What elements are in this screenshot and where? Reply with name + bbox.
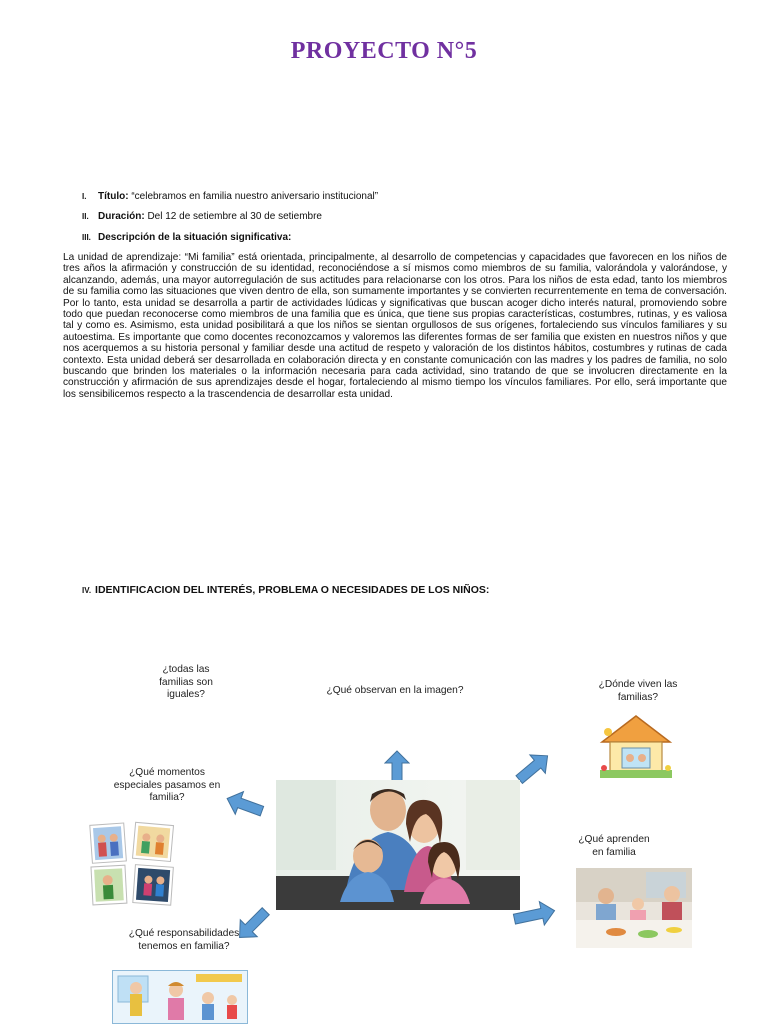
section-value: Del 12 de setiembre al 30 de setiembre bbox=[144, 211, 322, 222]
section-duration bbox=[82, 211, 322, 222]
section-label: Título: bbox=[98, 191, 129, 202]
section-number: II. bbox=[82, 212, 89, 221]
arrow-left-icon bbox=[224, 788, 266, 822]
question-observan: ¿Qué observan en la imagen? bbox=[326, 685, 464, 696]
section-value: “celebramos en familia nuestro aniversario institucional” bbox=[128, 191, 379, 202]
page-title: PROYECTO N°5 bbox=[290, 38, 478, 64]
family-dinner-photo bbox=[576, 868, 692, 948]
house-illustration bbox=[598, 712, 674, 780]
section-label: Descripción de la situación significativa: bbox=[98, 232, 292, 243]
question-aprenden: ¿Qué aprenden en familia bbox=[578, 834, 650, 858]
section-title bbox=[82, 191, 378, 202]
family-moments-photos bbox=[88, 820, 178, 908]
question-momentos: ¿Qué momentos especiales pasamos en familia? bbox=[113, 767, 221, 803]
section-number: I. bbox=[82, 192, 87, 201]
section-label: Duración: bbox=[98, 211, 145, 222]
arrow-up-icon bbox=[384, 750, 410, 782]
section-number: IV. bbox=[82, 586, 92, 595]
family-photo bbox=[276, 780, 520, 910]
question-donde: ¿Dónde viven las familias? bbox=[598, 679, 678, 703]
description-paragraph: La unidad de aprendizaje: “Mi familia” está orientada, principalmente, al desarrollo de competencias y capacidades que favorecen en los niños de tres años la afirmación y construcción de su identidad, reconociéndose a sí mismos como miembros de su familia, valorándola y valorándose, y alcanzando, además, una mayor autorregulación de sus actitudes para relacionarse con los otros. Para los niños de esta edad, tanto los miembros de su familia como las situaciones que viven dentro de ella, son sumamente importantes y se convierten recurrentemente en tema de conversación. Por lo tanto, esta unidad se desarrolla a partir de actividades lúdicas y significativas que buscan acoger dicho interés natural, promoviendo sobre todo que puedan reconocerse como miembros de una familia que es única, que tiene sus propias características, costumbres, rutinas, y es valiosa tal y como es. Asimismo, esta unidad posibilitará a que los niños se sientan orgullosos de sus orígenes, fortaleciendo sus vínculos familiares y su autoestima. Es importante que como docentes reconozcamos y valoremos las diferentes formas de ser familia que existen en nuestros niños y que nos acerquemos a su historia personal y familiar desde una actitud de respeto y valoración de los distintos hábitos, costumbres y rutinas de cada contexto. Esta unidad deberá ser desarrollada en colaboración directa y en constante comunicación con las madres y los padres de familia, no solo buscando que brinden los materiales o la información necesaria para cada actividad, sino tratando de que se involucren directamente en la construcción y afirmación de sus aprendizajes desde el hogar, fortaleciendo al mismo tiempo los vínculos familiares. Por ello, será importante que los sensibilicemos respecto a la trascendencia de desarrollar esta unidad. bbox=[63, 252, 727, 400]
arrow-down-left-icon bbox=[232, 904, 274, 944]
question-responsabilidades: ¿Qué responsabilidades tenemos en familia? bbox=[128, 928, 240, 952]
section-label: IDENTIFICACION DEL INTERÉS, PROBLEMA O NECESIDADES DE LOS NIÑOS: bbox=[95, 584, 490, 596]
section-interest-heading bbox=[82, 584, 489, 596]
question-iguales: ¿todas las familias son iguales? bbox=[159, 664, 213, 700]
section-number: III. bbox=[82, 233, 91, 242]
responsibilities-illustration bbox=[112, 970, 248, 1024]
section-description bbox=[82, 232, 291, 243]
